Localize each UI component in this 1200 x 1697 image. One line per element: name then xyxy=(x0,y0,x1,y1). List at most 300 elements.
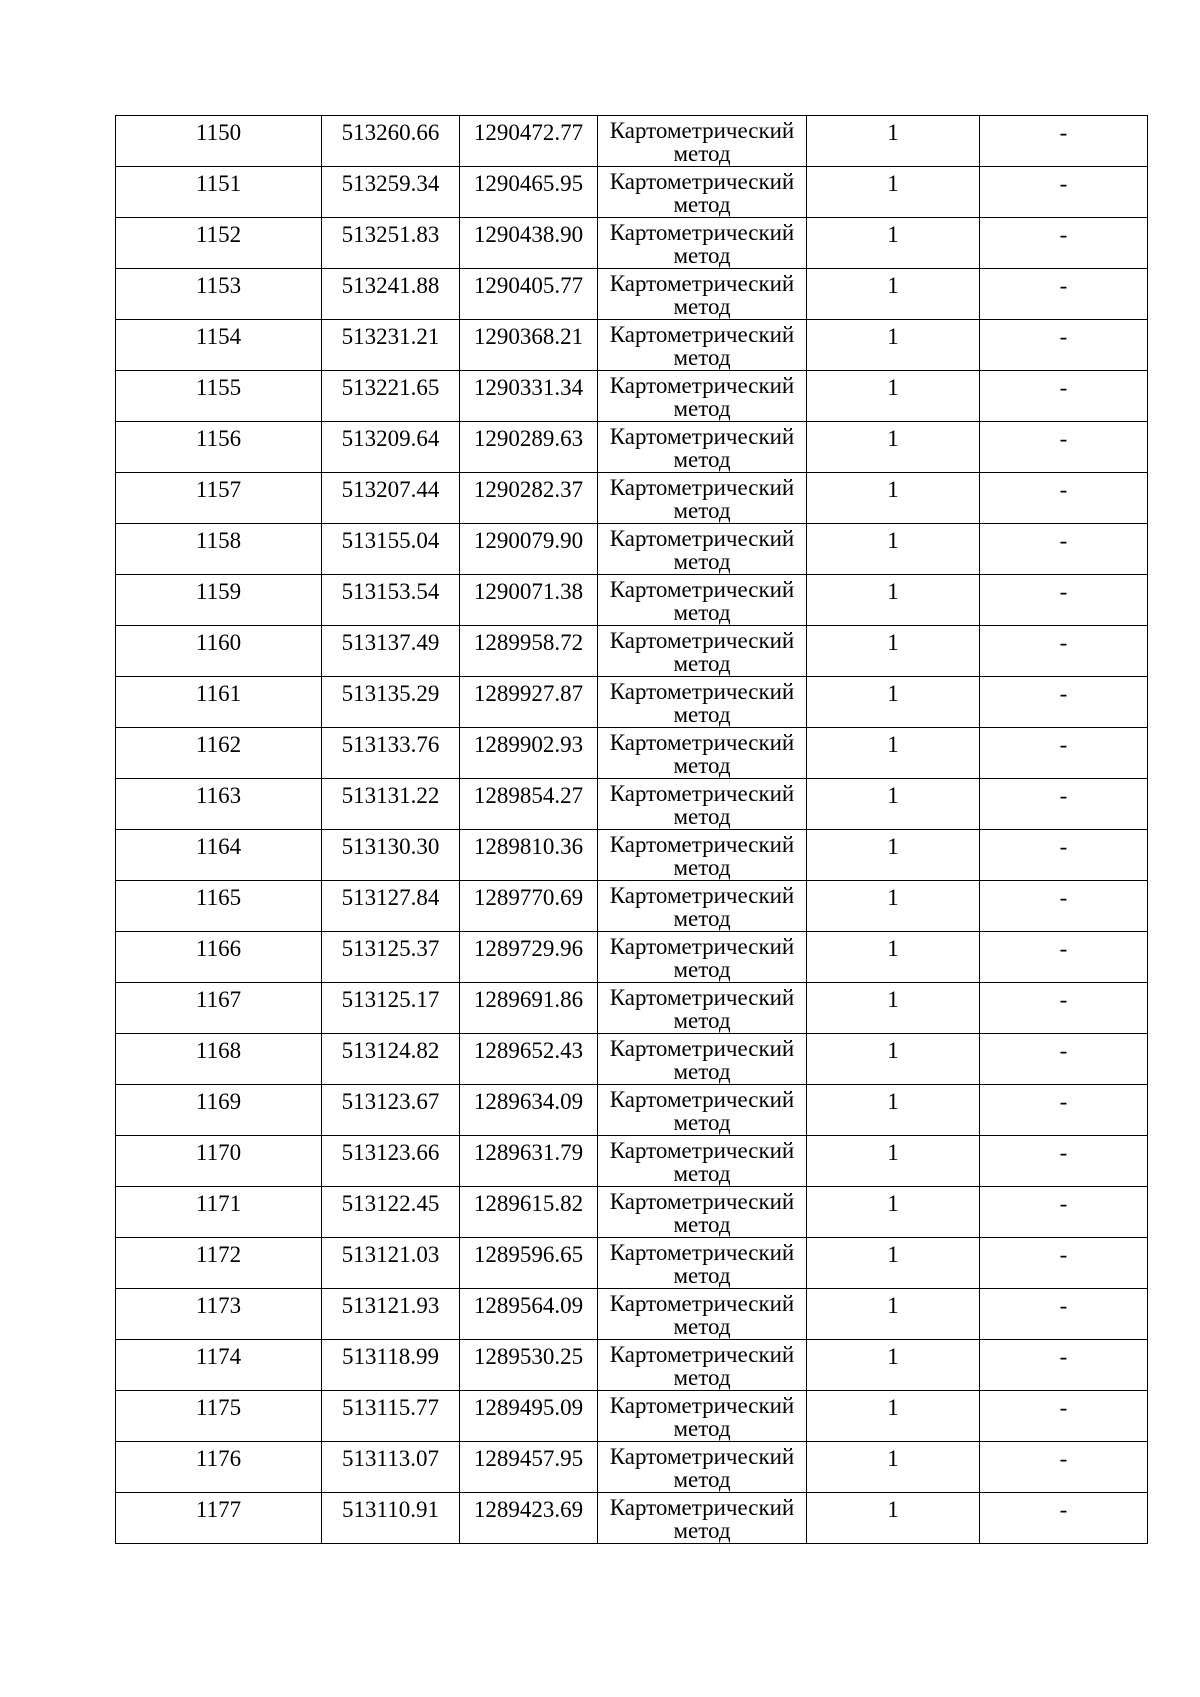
note-cell xyxy=(980,1136,1148,1187)
point-number-cell xyxy=(116,116,322,167)
note-cell xyxy=(980,1442,1148,1493)
method-cell xyxy=(598,218,807,269)
y-coordinate-cell-text: 1289634.09 xyxy=(473,1089,584,1114)
y-coordinate-cell-text: 1289902.93 xyxy=(473,732,584,757)
method-cell xyxy=(598,1391,807,1442)
note-cell-text: - xyxy=(1059,120,1068,145)
x-coordinate-cell-text: 513207.44 xyxy=(341,477,440,502)
method-cell-text: Картометрический метод xyxy=(609,118,795,166)
y-coordinate-cell xyxy=(460,371,598,422)
y-coordinate-cell-text: 1290438.90 xyxy=(473,222,584,247)
table-row xyxy=(116,1085,1148,1136)
y-coordinate-cell xyxy=(460,524,598,575)
y-coordinate-cell-text: 1289457.95 xyxy=(473,1446,584,1471)
y-coordinate-cell-text: 1289495.09 xyxy=(473,1395,584,1420)
note-cell-text: - xyxy=(1059,681,1068,706)
method-cell xyxy=(598,983,807,1034)
y-coordinate-cell xyxy=(460,881,598,932)
x-coordinate-cell xyxy=(322,626,460,677)
note-cell xyxy=(980,371,1148,422)
x-coordinate-cell xyxy=(322,1493,460,1544)
accuracy-cell-text: 1 xyxy=(887,1446,899,1471)
note-cell-text: - xyxy=(1059,1191,1068,1216)
accuracy-cell xyxy=(807,167,980,218)
method-cell-text: Картометрический метод xyxy=(609,271,795,319)
method-cell xyxy=(598,626,807,677)
method-cell-text: Картометрический метод xyxy=(609,1189,795,1237)
method-cell xyxy=(598,1034,807,1085)
accuracy-cell-text: 1 xyxy=(887,222,899,247)
method-cell-text: Картометрический метод xyxy=(609,781,795,829)
note-cell-text: - xyxy=(1059,1497,1068,1522)
y-coordinate-cell-text: 1289854.27 xyxy=(473,783,584,808)
y-coordinate-cell xyxy=(460,830,598,881)
table-row xyxy=(116,1289,1148,1340)
accuracy-cell-text: 1 xyxy=(887,630,899,655)
accuracy-cell-text: 1 xyxy=(887,885,899,910)
note-cell-text: - xyxy=(1059,987,1068,1012)
x-coordinate-cell-text: 513133.76 xyxy=(341,732,440,757)
y-coordinate-cell-text: 1289770.69 xyxy=(473,885,584,910)
note-cell-text: - xyxy=(1059,273,1068,298)
y-coordinate-cell-text: 1289652.43 xyxy=(473,1038,584,1063)
table-row xyxy=(116,269,1148,320)
y-coordinate-cell xyxy=(460,1238,598,1289)
note-cell xyxy=(980,728,1148,779)
method-cell xyxy=(598,677,807,728)
x-coordinate-cell xyxy=(322,575,460,626)
table-row xyxy=(116,218,1148,269)
note-cell xyxy=(980,626,1148,677)
note-cell-text: - xyxy=(1059,375,1068,400)
method-cell-text: Картометрический метод xyxy=(609,934,795,982)
point-number-cell-text: 1165 xyxy=(195,885,242,910)
note-cell xyxy=(980,1289,1148,1340)
point-number-cell-text: 1172 xyxy=(195,1242,242,1267)
table-row xyxy=(116,626,1148,677)
point-number-cell xyxy=(116,1289,322,1340)
x-coordinate-cell-text: 513118.99 xyxy=(342,1344,439,1369)
point-number-cell xyxy=(116,320,322,371)
note-cell-text: - xyxy=(1059,885,1068,910)
note-cell-text: - xyxy=(1059,732,1068,757)
x-coordinate-cell-text: 513110.91 xyxy=(342,1497,439,1522)
accuracy-cell xyxy=(807,830,980,881)
note-cell-text: - xyxy=(1059,630,1068,655)
method-cell-text: Картометрический метод xyxy=(609,322,795,370)
note-cell xyxy=(980,830,1148,881)
x-coordinate-cell-text: 513155.04 xyxy=(341,528,440,553)
y-coordinate-cell xyxy=(460,1493,598,1544)
accuracy-cell xyxy=(807,932,980,983)
point-number-cell xyxy=(116,1442,322,1493)
x-coordinate-cell-text: 513241.88 xyxy=(341,273,440,298)
accuracy-cell xyxy=(807,422,980,473)
y-coordinate-cell xyxy=(460,473,598,524)
method-cell-text: Картометрический метод xyxy=(609,1138,795,1186)
accuracy-cell-text: 1 xyxy=(887,987,899,1012)
y-coordinate-cell-text: 1290071.38 xyxy=(473,579,584,604)
note-cell-text: - xyxy=(1059,1089,1068,1114)
method-cell-text: Картометрический метод xyxy=(609,1036,795,1084)
x-coordinate-cell xyxy=(322,116,460,167)
x-coordinate-cell-text: 513124.82 xyxy=(341,1038,440,1063)
y-coordinate-cell xyxy=(460,1136,598,1187)
y-coordinate-cell xyxy=(460,932,598,983)
method-cell xyxy=(598,1187,807,1238)
method-cell xyxy=(598,1442,807,1493)
accuracy-cell xyxy=(807,371,980,422)
table-row xyxy=(116,422,1148,473)
point-number-cell xyxy=(116,1034,322,1085)
note-cell-text: - xyxy=(1059,1140,1068,1165)
x-coordinate-cell xyxy=(322,983,460,1034)
point-number-cell xyxy=(116,167,322,218)
note-cell-text: - xyxy=(1059,1446,1068,1471)
y-coordinate-cell xyxy=(460,779,598,830)
x-coordinate-cell xyxy=(322,422,460,473)
point-number-cell xyxy=(116,218,322,269)
x-coordinate-cell-text: 513123.66 xyxy=(341,1140,440,1165)
y-coordinate-cell xyxy=(460,116,598,167)
note-cell xyxy=(980,218,1148,269)
method-cell xyxy=(598,575,807,626)
x-coordinate-cell-text: 513209.64 xyxy=(341,426,440,451)
x-coordinate-cell xyxy=(322,218,460,269)
method-cell-text: Картометрический метод xyxy=(609,679,795,727)
point-number-cell-text: 1151 xyxy=(195,171,242,196)
y-coordinate-cell xyxy=(460,1442,598,1493)
method-cell-text: Картометрический метод xyxy=(609,730,795,778)
point-number-cell-text: 1152 xyxy=(195,222,242,247)
table-row xyxy=(116,1034,1148,1085)
point-number-cell xyxy=(116,1238,322,1289)
note-cell xyxy=(980,116,1148,167)
method-cell xyxy=(598,473,807,524)
x-coordinate-cell xyxy=(322,1136,460,1187)
point-number-cell-text: 1170 xyxy=(195,1140,242,1165)
y-coordinate-cell-text: 1289596.65 xyxy=(473,1242,584,1267)
x-coordinate-cell-text: 513259.34 xyxy=(341,171,440,196)
point-number-cell-text: 1160 xyxy=(195,630,242,655)
y-coordinate-cell-text: 1290472.77 xyxy=(473,120,584,145)
x-coordinate-cell xyxy=(322,1238,460,1289)
accuracy-cell xyxy=(807,626,980,677)
note-cell-text: - xyxy=(1059,528,1068,553)
method-cell-text: Картометрический метод xyxy=(609,373,795,421)
method-cell-text: Картометрический метод xyxy=(609,424,795,472)
point-number-cell xyxy=(116,575,322,626)
x-coordinate-cell-text: 513231.21 xyxy=(341,324,440,349)
coordinates-table-body xyxy=(116,116,1148,1544)
x-coordinate-cell-text: 513137.49 xyxy=(341,630,440,655)
accuracy-cell xyxy=(807,269,980,320)
method-cell-text: Картометрический метод xyxy=(609,832,795,880)
note-cell xyxy=(980,1493,1148,1544)
accuracy-cell-text: 1 xyxy=(887,375,899,400)
x-coordinate-cell xyxy=(322,1034,460,1085)
note-cell xyxy=(980,524,1148,575)
x-coordinate-cell-text: 513251.83 xyxy=(341,222,440,247)
y-coordinate-cell xyxy=(460,1085,598,1136)
method-cell xyxy=(598,1493,807,1544)
y-coordinate-cell-text: 1290079.90 xyxy=(473,528,584,553)
table-row xyxy=(116,1442,1148,1493)
y-coordinate-cell-text: 1289564.09 xyxy=(473,1293,584,1318)
method-cell xyxy=(598,422,807,473)
accuracy-cell-text: 1 xyxy=(887,324,899,349)
x-coordinate-cell xyxy=(322,1391,460,1442)
x-coordinate-cell xyxy=(322,932,460,983)
method-cell xyxy=(598,830,807,881)
point-number-cell xyxy=(116,371,322,422)
point-number-cell-text: 1159 xyxy=(195,579,242,604)
note-cell xyxy=(980,1238,1148,1289)
y-coordinate-cell xyxy=(460,1391,598,1442)
x-coordinate-cell-text: 513135.29 xyxy=(341,681,440,706)
note-cell-text: - xyxy=(1059,324,1068,349)
x-coordinate-cell-text: 513153.54 xyxy=(341,579,440,604)
point-number-cell-text: 1157 xyxy=(195,477,242,502)
point-number-cell xyxy=(116,1187,322,1238)
note-cell xyxy=(980,1085,1148,1136)
x-coordinate-cell-text: 513122.45 xyxy=(341,1191,440,1216)
method-cell-text: Картометрический метод xyxy=(609,1291,795,1339)
note-cell xyxy=(980,1187,1148,1238)
accuracy-cell xyxy=(807,575,980,626)
method-cell xyxy=(598,932,807,983)
note-cell xyxy=(980,983,1148,1034)
x-coordinate-cell xyxy=(322,1085,460,1136)
x-coordinate-cell-text: 513115.77 xyxy=(342,1395,439,1420)
y-coordinate-cell xyxy=(460,320,598,371)
point-number-cell-text: 1166 xyxy=(195,936,242,961)
method-cell-text: Картометрический метод xyxy=(609,883,795,931)
accuracy-cell-text: 1 xyxy=(887,1242,899,1267)
point-number-cell xyxy=(116,269,322,320)
method-cell xyxy=(598,1136,807,1187)
table-row xyxy=(116,1187,1148,1238)
method-cell xyxy=(598,1289,807,1340)
accuracy-cell xyxy=(807,728,980,779)
accuracy-cell xyxy=(807,473,980,524)
x-coordinate-cell-text: 513113.07 xyxy=(342,1446,439,1471)
table-row xyxy=(116,779,1148,830)
x-coordinate-cell-text: 513121.93 xyxy=(341,1293,440,1318)
point-number-cell-text: 1175 xyxy=(195,1395,242,1420)
accuracy-cell-text: 1 xyxy=(887,579,899,604)
method-cell xyxy=(598,1238,807,1289)
accuracy-cell-text: 1 xyxy=(887,528,899,553)
y-coordinate-cell xyxy=(460,1289,598,1340)
y-coordinate-cell xyxy=(460,575,598,626)
point-number-cell-text: 1177 xyxy=(195,1497,242,1522)
note-cell-text: - xyxy=(1059,222,1068,247)
note-cell xyxy=(980,677,1148,728)
table-row xyxy=(116,932,1148,983)
method-cell-text: Картометрический метод xyxy=(609,628,795,676)
y-coordinate-cell xyxy=(460,1340,598,1391)
accuracy-cell-text: 1 xyxy=(887,273,899,298)
point-number-cell xyxy=(116,524,322,575)
y-coordinate-cell xyxy=(460,167,598,218)
note-cell xyxy=(980,320,1148,371)
note-cell xyxy=(980,167,1148,218)
method-cell-text: Картометрический метод xyxy=(609,526,795,574)
point-number-cell-text: 1161 xyxy=(195,681,242,706)
point-number-cell xyxy=(116,1136,322,1187)
accuracy-cell xyxy=(807,1085,980,1136)
x-coordinate-cell-text: 513125.17 xyxy=(341,987,440,1012)
accuracy-cell xyxy=(807,218,980,269)
table-row xyxy=(116,1493,1148,1544)
y-coordinate-cell-text: 1289729.96 xyxy=(473,936,584,961)
x-coordinate-cell xyxy=(322,320,460,371)
point-number-cell xyxy=(116,677,322,728)
table-row xyxy=(116,830,1148,881)
note-cell-text: - xyxy=(1059,1242,1068,1267)
accuracy-cell-text: 1 xyxy=(887,732,899,757)
method-cell xyxy=(598,524,807,575)
y-coordinate-cell-text: 1290368.21 xyxy=(473,324,584,349)
accuracy-cell-text: 1 xyxy=(887,936,899,961)
point-number-cell xyxy=(116,1085,322,1136)
note-cell xyxy=(980,575,1148,626)
table-row xyxy=(116,167,1148,218)
accuracy-cell xyxy=(807,524,980,575)
x-coordinate-cell xyxy=(322,728,460,779)
point-number-cell xyxy=(116,728,322,779)
y-coordinate-cell-text: 1289810.36 xyxy=(473,834,584,859)
point-number-cell-text: 1163 xyxy=(195,783,242,808)
note-cell xyxy=(980,473,1148,524)
x-coordinate-cell xyxy=(322,1289,460,1340)
note-cell-text: - xyxy=(1059,426,1068,451)
x-coordinate-cell xyxy=(322,524,460,575)
method-cell-text: Картометрический метод xyxy=(609,985,795,1033)
x-coordinate-cell xyxy=(322,269,460,320)
accuracy-cell xyxy=(807,1442,980,1493)
x-coordinate-cell xyxy=(322,881,460,932)
point-number-cell-text: 1153 xyxy=(195,273,242,298)
point-number-cell xyxy=(116,830,322,881)
point-number-cell-text: 1154 xyxy=(195,324,242,349)
accuracy-cell-text: 1 xyxy=(887,1293,899,1318)
method-cell xyxy=(598,779,807,830)
accuracy-cell-text: 1 xyxy=(887,477,899,502)
y-coordinate-cell-text: 1290289.63 xyxy=(473,426,584,451)
x-coordinate-cell-text: 513260.66 xyxy=(341,120,440,145)
point-number-cell-text: 1171 xyxy=(195,1191,242,1216)
point-number-cell xyxy=(116,1340,322,1391)
method-cell-text: Картометрический метод xyxy=(609,1495,795,1543)
note-cell xyxy=(980,1034,1148,1085)
y-coordinate-cell xyxy=(460,422,598,473)
point-number-cell-text: 1176 xyxy=(195,1446,242,1471)
y-coordinate-cell-text: 1289530.25 xyxy=(473,1344,584,1369)
method-cell-text: Картометрический метод xyxy=(609,1444,795,1492)
x-coordinate-cell xyxy=(322,830,460,881)
x-coordinate-cell-text: 513121.03 xyxy=(341,1242,440,1267)
accuracy-cell-text: 1 xyxy=(887,120,899,145)
accuracy-cell xyxy=(807,677,980,728)
accuracy-cell xyxy=(807,116,980,167)
accuracy-cell xyxy=(807,779,980,830)
x-coordinate-cell xyxy=(322,473,460,524)
note-cell-text: - xyxy=(1059,1344,1068,1369)
accuracy-cell-text: 1 xyxy=(887,783,899,808)
note-cell-text: - xyxy=(1059,1038,1068,1063)
method-cell-text: Картометрический метод xyxy=(609,1342,795,1390)
note-cell-text: - xyxy=(1059,579,1068,604)
y-coordinate-cell-text: 1290405.77 xyxy=(473,273,584,298)
y-coordinate-cell-text: 1289423.69 xyxy=(473,1497,584,1522)
point-number-cell-text: 1155 xyxy=(195,375,242,400)
method-cell-text: Картометрический метод xyxy=(609,1240,795,1288)
y-coordinate-cell-text: 1289958.72 xyxy=(473,630,584,655)
accuracy-cell xyxy=(807,1493,980,1544)
point-number-cell xyxy=(116,1493,322,1544)
method-cell xyxy=(598,371,807,422)
table-row xyxy=(116,677,1148,728)
note-cell xyxy=(980,269,1148,320)
table-row xyxy=(116,881,1148,932)
note-cell xyxy=(980,422,1148,473)
x-coordinate-cell-text: 513130.30 xyxy=(341,834,440,859)
method-cell xyxy=(598,1085,807,1136)
method-cell xyxy=(598,1340,807,1391)
accuracy-cell xyxy=(807,1136,980,1187)
table-row xyxy=(116,524,1148,575)
note-cell-text: - xyxy=(1059,783,1068,808)
y-coordinate-cell xyxy=(460,1034,598,1085)
x-coordinate-cell-text: 513221.65 xyxy=(341,375,440,400)
accuracy-cell xyxy=(807,1289,980,1340)
accuracy-cell-text: 1 xyxy=(887,1344,899,1369)
table-row xyxy=(116,1136,1148,1187)
y-coordinate-cell xyxy=(460,269,598,320)
accuracy-cell-text: 1 xyxy=(887,1140,899,1165)
point-number-cell-text: 1158 xyxy=(195,528,242,553)
point-number-cell xyxy=(116,626,322,677)
method-cell xyxy=(598,728,807,779)
point-number-cell-text: 1156 xyxy=(195,426,242,451)
table-row xyxy=(116,320,1148,371)
point-number-cell xyxy=(116,983,322,1034)
method-cell-text: Картометрический метод xyxy=(609,577,795,625)
note-cell-text: - xyxy=(1059,1395,1068,1420)
note-cell-text: - xyxy=(1059,1293,1068,1318)
x-coordinate-cell xyxy=(322,1442,460,1493)
note-cell-text: - xyxy=(1059,936,1068,961)
x-coordinate-cell xyxy=(322,167,460,218)
point-number-cell-text: 1173 xyxy=(195,1293,242,1318)
table-row xyxy=(116,983,1148,1034)
accuracy-cell-text: 1 xyxy=(887,1395,899,1420)
accuracy-cell xyxy=(807,1391,980,1442)
x-coordinate-cell-text: 513125.37 xyxy=(341,936,440,961)
point-number-cell xyxy=(116,1391,322,1442)
point-number-cell xyxy=(116,881,322,932)
note-cell-text: - xyxy=(1059,834,1068,859)
accuracy-cell xyxy=(807,1238,980,1289)
point-number-cell-text: 1162 xyxy=(195,732,242,757)
note-cell-text: - xyxy=(1059,477,1068,502)
accuracy-cell xyxy=(807,881,980,932)
y-coordinate-cell xyxy=(460,1187,598,1238)
accuracy-cell xyxy=(807,1340,980,1391)
accuracy-cell xyxy=(807,1187,980,1238)
